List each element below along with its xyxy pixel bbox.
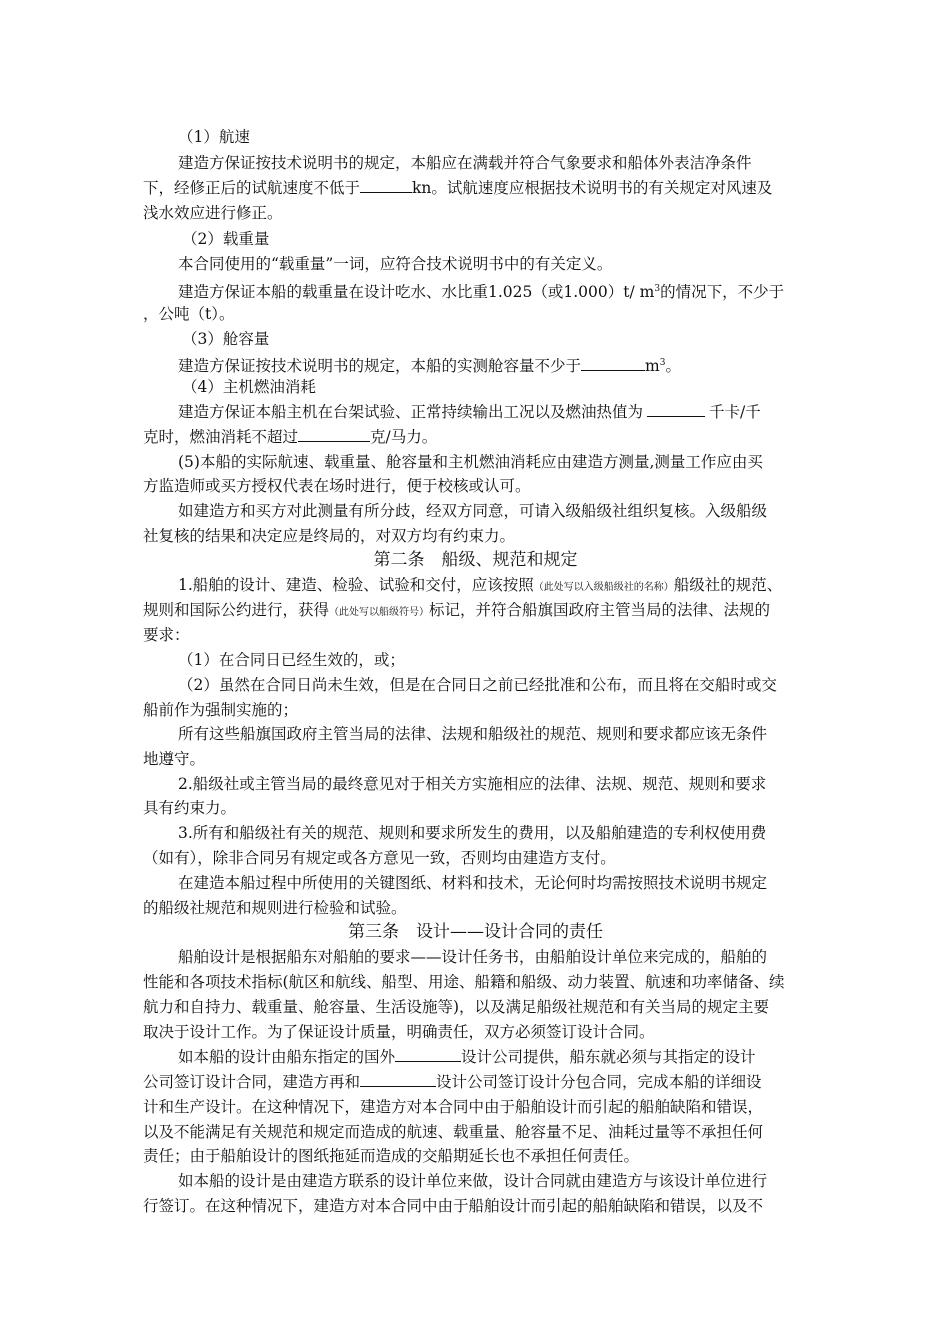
list-item: （2）虽然在合同日尚未生效，但是在合同日之前已经批准和公布，而且将在交船时或交 (178, 676, 777, 694)
paragraph-line: 如本船的设计由船东指定的国外 设计公司提供，船东就必须与其指定的设计 (178, 1048, 756, 1066)
paragraph-line: 所有这些船旗国政府主管当局的法律、法规和船级社的规范、规则和要求都应该无条件 (178, 725, 768, 743)
paragraph-line: 建造方保证本船主机在台架试验、正常持续输出工况以及燃油热值为 千卡/千 (178, 403, 761, 421)
paragraph-line: 社复核的结果和决定应是终局的，对双方均有约束力。 (143, 527, 516, 545)
paragraph-line: 的船级社规范和规则进行检验和试验。 (143, 899, 407, 917)
paragraph-line: 3.所有和船级社有关的规范、规则和要求所发生的费用，以及船舶建造的专利权使用费 (178, 824, 767, 842)
paragraph-line: 方监造师或买方授权代表在场时进行，便于校核或认可。 (143, 477, 531, 495)
paragraph-line: 如本船的设计是由建造方联系的设计单位来做，设计合同就由建造方与该设计单位进行 (178, 1172, 768, 1190)
paragraph-line: 要求： (143, 626, 190, 644)
paragraph-line: 船前作为强制实施的； (143, 701, 299, 719)
paragraph-line: 船舶设计是根据船东对船舶的要求——设计任务书，由船舶设计单位来完成的，船舶的 (178, 948, 768, 966)
paragraph-line: 航力和自持力、载重量、舱容量、生活设施等)，以及满足船级社规范和有关当局的规定主要 (143, 998, 770, 1016)
paragraph-line: 行签订。在这种情况下，建造方对本合同中由于船舶设计而引起的船舶缺陷和错误，以及不 (143, 1197, 764, 1215)
paragraph-line: （如有），除非合同另有规定或各方意见一致，否则均由建造方支付。 (143, 849, 616, 867)
paragraph-line: 建造方保证本船的载重量在设计吃水、水比重1.025（或1.000）t/ $m^3$的情况下，不少于 (178, 283, 785, 302)
article-2-heading: 第二条 船级、规范和规定 (373, 550, 578, 570)
blank-heat-value[interactable] (647, 402, 705, 417)
list-item: （1）在合同日已经生效的，或； (178, 651, 405, 669)
paragraph-line: 在建造本船过程中所使用的关键图纸、材料和技术，无论何时均需按照技术说明书规定 (178, 874, 768, 892)
blank-design-company[interactable] (395, 1047, 461, 1062)
paragraph-line: 公司签订设计合同，建造方再和 设计公司签订设计分包合同，完成本船的详细设 (143, 1073, 762, 1091)
paragraph-line: 地遵守。 (143, 750, 206, 768)
paragraph-line: 规则和国际公约进行，获得（此处写以船级符号）标记，并符合船旗国政府主管当局的法律、法规的 (143, 601, 771, 619)
blank-capacity[interactable] (581, 356, 645, 371)
paragraph-line: 如建造方和买方对此测量有所分歧，经双方同意，可请入级船级社组织复核。入级船级 (178, 502, 768, 520)
paragraph-line: 具有约束力。 (143, 799, 237, 817)
paragraph-line: 责任；由于船舶设计的图纸拖延而造成的交船期延长也不承担任何责任。 (143, 1147, 640, 1165)
paragraph-line: 本合同使用的“载重量”一词，应符合技术说明书中的有关定义。 (178, 255, 613, 273)
paragraph-line: 建造方保证按技术说明书的规定，本船的实测舱容量不少于 $m^3$。 (178, 357, 681, 376)
blank-subcontract-company[interactable] (360, 1072, 436, 1087)
paragraph-line: 1.船舶的设计、建造、检验、试验和交付，应该按照（此处写以入级船级社的名称）船级社的规范、 (178, 576, 783, 594)
blank-speed[interactable] (360, 178, 412, 193)
paragraph-line: 下，经修正后的试航速度不低于 kn。试航速度应根据技术说明书的有关规定对风速及 (143, 179, 773, 197)
paragraph-line: 浅水效应进行修正。 (143, 204, 283, 222)
paragraph-line: 2.船级社或主管当局的最终意见对于相关方实施相应的法律、法规、规范、规则和要求 (178, 775, 767, 793)
paragraph-line: 以及不能满足有关规范和规定而造成的航速、载重量、舱容量不足、油耗过量等不承担任何 (143, 1123, 764, 1141)
paragraph-line: 克时，燃油消耗不超过 克/马力。 (143, 428, 438, 446)
paragraph-line: 性能和各项技术指标(航区和航线、船型、用途、船籍和船级、动力装置、航速和功率储备、续 (143, 973, 785, 991)
paragraph-line: ，公吨（t）。 (143, 305, 235, 323)
section-deadweight-heading: （2）载重量 (182, 230, 270, 248)
article-3-heading: 第三条 设计——设计合同的责任 (348, 922, 603, 942)
section-fuel-heading: （4）主机燃油消耗 (182, 378, 316, 396)
section-speed-heading: （1）航速 (178, 128, 250, 146)
section-capacity-heading: （3）舱容量 (182, 330, 270, 348)
blank-fuel-consumption[interactable] (298, 427, 370, 442)
paragraph-line: 计和生产设计。在这种情况下，建造方对本合同中由于船舶设计而引起的船舶缺陷和错误， (143, 1098, 764, 1116)
paragraph-line: 建造方保证按技术说明书的规定，本船应在满载并符合气象要求和船体外表洁净条件 (178, 154, 752, 172)
paragraph-line: (5)本船的实际航速、载重量、舱容量和主机燃油消耗应由建造方测量,测量工作应由买 (178, 453, 763, 471)
paragraph-line: 取决于设计工作。为了保证设计质量，明确责任，双方必须签订设计合同。 (143, 1023, 655, 1041)
